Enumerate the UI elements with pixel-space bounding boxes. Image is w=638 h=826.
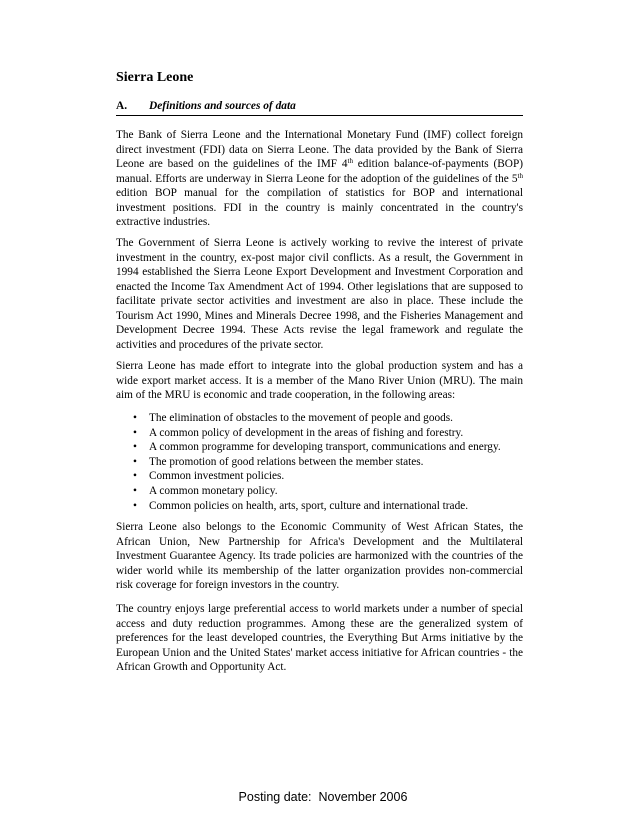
paragraph-mru-membership: Sierra Leone has made effort to integrate into the global production system and has a wide export market access. It is a member of the Mano River Union (MRU). The main aim of the MRU is economic and trade cooperation, in the following areas: bbox=[116, 360, 523, 401]
list-item: • The promotion of good relations between the member states. bbox=[116, 455, 523, 470]
list-item: • Common investment policies. bbox=[116, 469, 523, 484]
list-item: • A common programme for developing transport, communications and energy. bbox=[116, 440, 523, 455]
paragraph-1-part-a: The Bank of Sierra Leone and the International Monetary Fund (IMF) collect foreign direct investment (FDI) data on Sierra Leone. The data provided by the Bank of Sierra Leone are based on the guidelines of the IMF 4 bbox=[116, 129, 523, 170]
section-title: Definitions and sources of data bbox=[149, 100, 296, 112]
paragraph-government-policy: The Government of Sierra Leone is actively working to revive the interest of private investment in the country, ex-post major civil conflicts. As a result, the Government in 1994 established the Sierra Leone Export Development and Investment Corporation and enacted the Income Tax Amendment Act of 1994. Other legislations that are supposed to facilitate private sector activities and investment are also in place. These include the Tourism Act 1990, Mines and Minerals Decree 1998, and the Fisheries Management and Development Decree 1994. These Acts revise the legal framework and regulate the activities and procedures of the private sector. bbox=[116, 237, 523, 351]
mru-areas-list bbox=[116, 411, 523, 513]
superscript-th-1: th bbox=[347, 157, 353, 165]
superscript-th-2: th bbox=[517, 171, 523, 180]
section-heading bbox=[116, 99, 523, 116]
section-letter: A. bbox=[116, 100, 128, 112]
page-footer bbox=[0, 775, 638, 805]
posting-date: Posting date: November 2006 bbox=[238, 790, 408, 804]
list-item: • Common policies on health, arts, sport, culture and international trade. bbox=[116, 499, 523, 514]
list-item: • The elimination of obstacles to the movement of people and goods. bbox=[116, 411, 523, 426]
paragraph-fdi-data-sources bbox=[116, 128, 523, 230]
paragraph-1-part-c: edition BOP manual for the compilation of statistics for BOP and international investment positions. FDI in the country is mainly concentrated in the country's extractive industries. bbox=[116, 187, 523, 228]
list-item: • A common policy of development in the areas of fishing and forestry. bbox=[116, 426, 523, 441]
paragraph-regional-memberships: Sierra Leone also belongs to the Economic Community of West African States, the African Union, New Partnership for Africa's Development and the Multilateral Investment Guarantee Agency. Its trade policies are harmonized with the countries of the wider world while its membership of the latter organization provides non-commercial risk coverage for foreign investors in the country. bbox=[116, 521, 523, 591]
page-title: Sierra Leone bbox=[116, 70, 194, 85]
paragraph-1-part-b: edition balance-of-payments (BOP) manual. Efforts are underway in Sierra Leone for the adoption of the guidelines of the 5 bbox=[116, 158, 523, 185]
list-item: • A common monetary policy. bbox=[116, 484, 523, 499]
paragraph-preferential-access: The country enjoys large preferential access to world markets under a number of special access and duty reduction programmes. Among these are the generalized system of preferences for the least developed countries, the Everything But Arms initiative by the European Union and the United States' market access initiative for African countries - the African Growth and Opportunity Act. bbox=[116, 603, 523, 673]
